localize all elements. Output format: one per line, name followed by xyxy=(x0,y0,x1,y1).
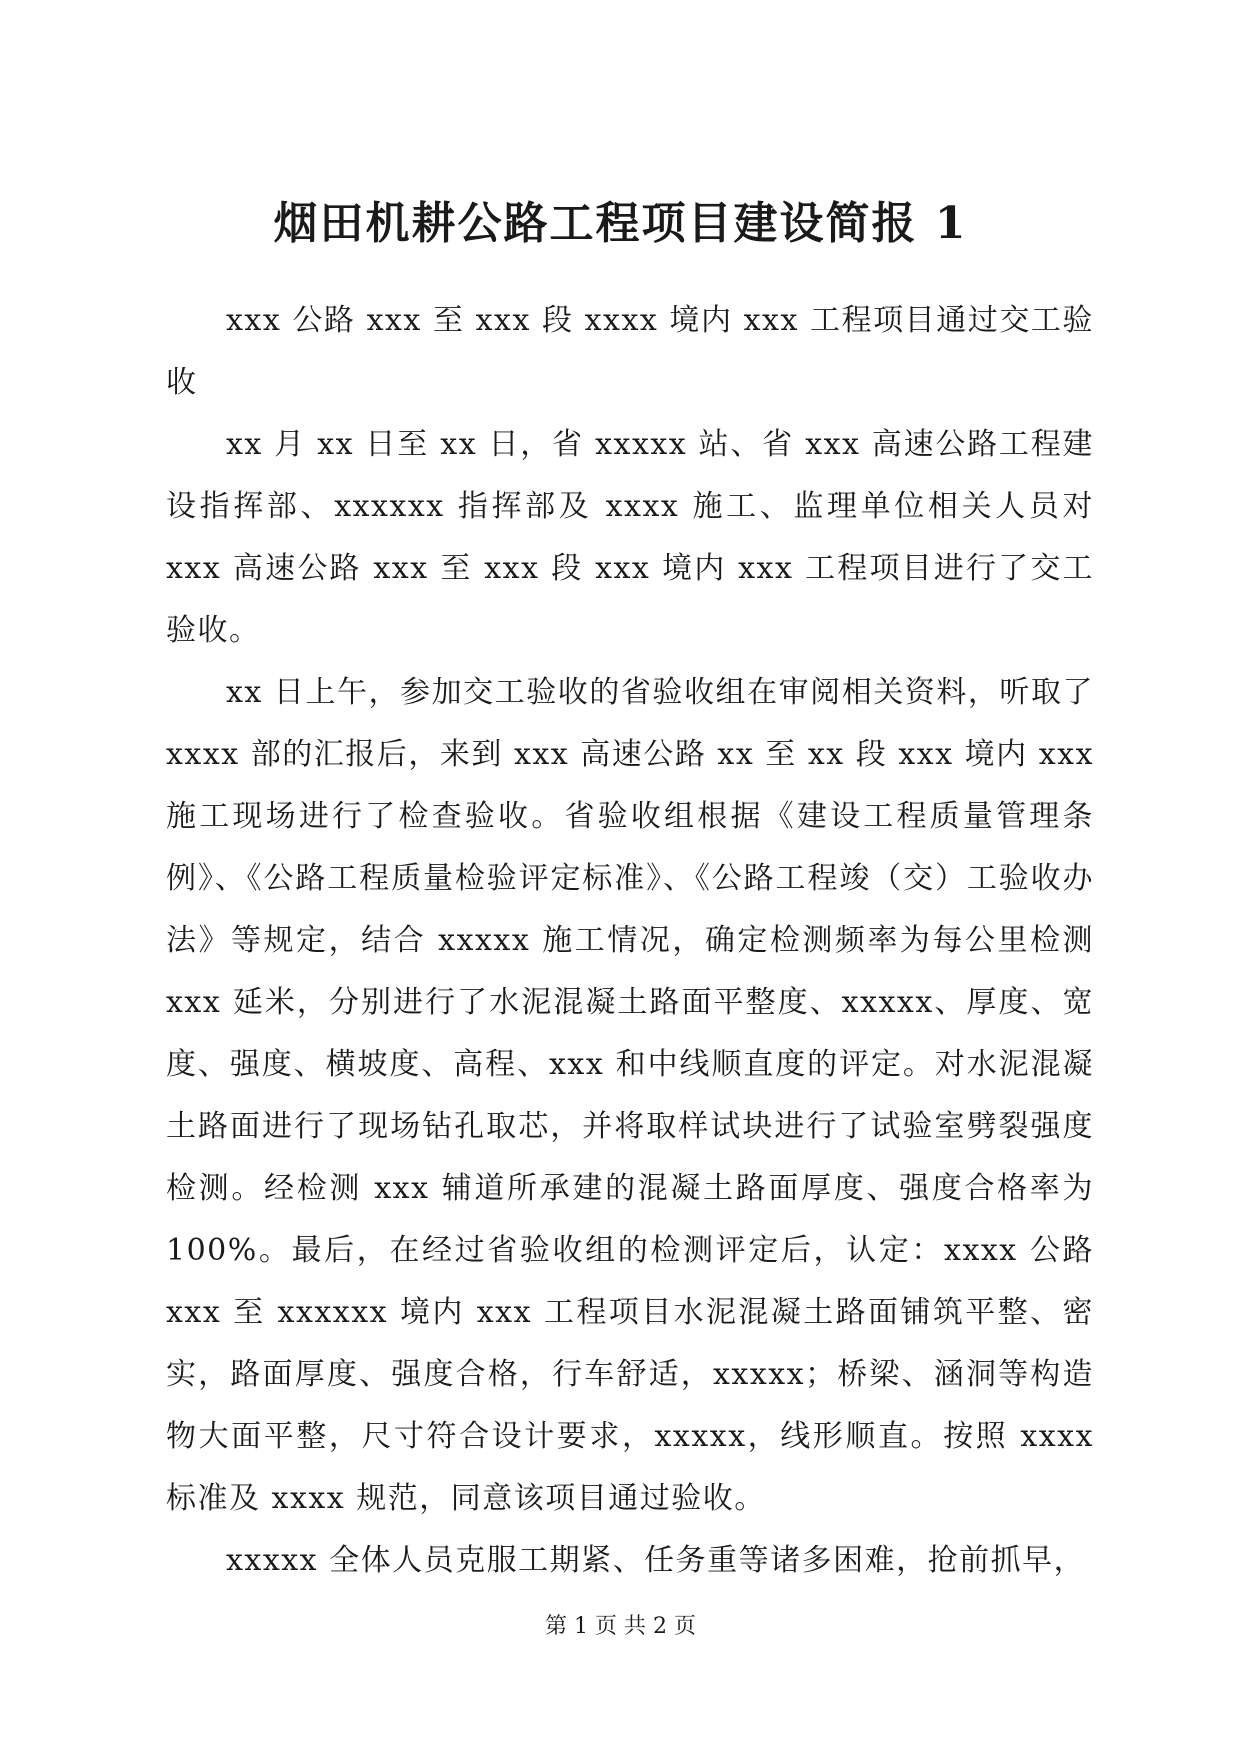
document-body xyxy=(166,290,1094,1592)
paragraph-4: xxxxx 全体人员克服工期紧、任务重等诸多困难，抢前抓早， xyxy=(226,1543,1086,1578)
paragraph-2: xx 月 xx 日至 xx 日，省 xxxxx 站、省 xxx 高速公路工程建设指挥部、xxxxxx 指挥部及 xxxx 施工、监理单位相关人员对 xxx 高速公路 xxx 至 xxx 段 xxx 境内 xxx 工程项目进行了交工验收。 xyxy=(166,427,1094,648)
paragraph-3: xx 日上午，参加交工验收的省验收组在审阅相关资料，听取了 xxxx 部的汇报后，来到 xxx 高速公路 xx 至 xx 段 xxx 境内 xxx 施工现场进行了检查验收。省验收组根据《建设工程质量管理条例》、《公路工程质量检验评定标准》、《公路工程竣（交）工验收办法》等规定，结合 xxxxx 施工情况，确定检测频率为每公里检测 xxx 延米，分别进行了水泥混凝土路面平整度、xxxxx、厚度、宽度、强度、横坡度、高程、xxx 和中线顺直度的评定。对水泥混凝土路面进行了现场钻孔取芯，并将取样试块进行了试验室劈裂强度检测。经检测 xxx 辅道所承建的混凝土路面厚度、强度合格率为 100%。最后，在经过省验收组的检测评定后，认定：xxxx 公路 xxx 至 xxxxxx 境内 xxx 工程项目水泥混凝土路面铺筑平整、密实，路面厚度、强度合格，行车舒适，xxxxx；桥梁、涵洞等构造物大面平整，尺寸符合设计要求，xxxxx，线形顺直。按照 xxxx 标准及 xxxx 规范，同意该项目通过验收。 xyxy=(166,675,1094,1516)
document-title: 烟田机耕公路工程项目建设简报 1 xyxy=(273,198,968,249)
page-number-footer: 第 1 页 共 2 页 xyxy=(545,1614,696,1639)
paragraph-1: xxx 公路 xxx 至 xxx 段 xxxx 境内 xxx 工程项目通过交工验收 xyxy=(166,303,1094,400)
